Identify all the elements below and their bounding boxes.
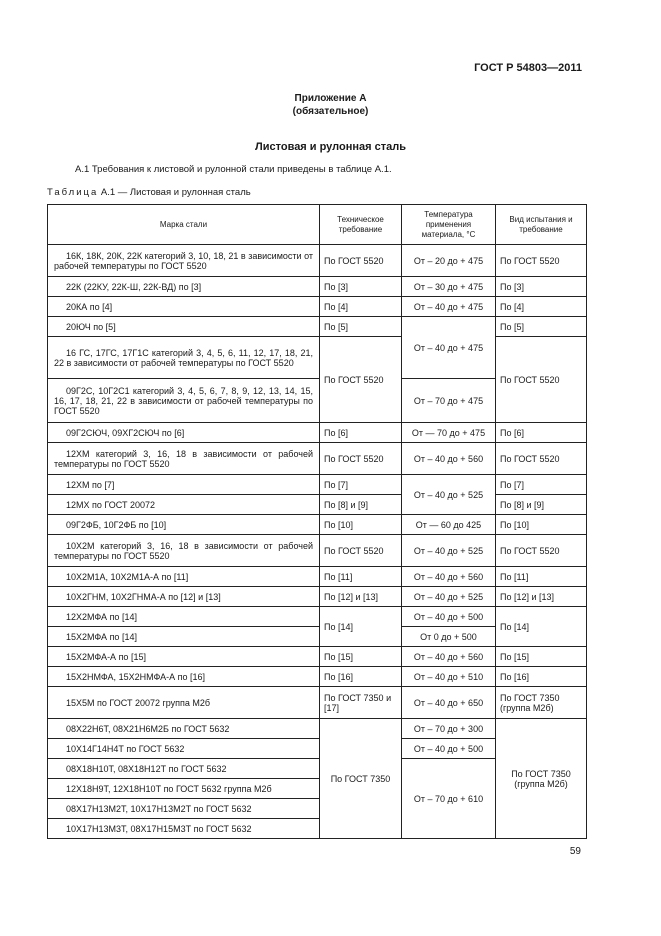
table-row	[48, 667, 587, 687]
cell-test: По [6]	[496, 423, 587, 443]
cell-test: По ГОСТ 7350 (группа М2б)	[496, 687, 587, 719]
cell-requirement: По [8] и [9]	[320, 495, 402, 515]
cell-steel-grade: 20КА по [4]	[48, 297, 320, 317]
cell-requirement: По ГОСТ 5520	[320, 443, 402, 475]
cell-steel-grade: 10Х2М категорий 3, 16, 18 в зависимости от рабочей температуры по ГОСТ 5520	[48, 535, 320, 567]
annex-title: Приложение А	[294, 93, 367, 104]
cell-requirement: По [4]	[320, 297, 402, 317]
cell-steel-grade: 12Х18Н9Т, 12Х18Н10Т по ГОСТ 5632 группа М2б	[48, 779, 320, 799]
cell-steel-grade: 15Х5М по ГОСТ 20072 группа М2б	[48, 687, 320, 719]
table-row	[48, 297, 587, 317]
header-steel-grade: Марка стали	[48, 205, 320, 245]
cell-temperature: От – 70 до + 475	[402, 379, 496, 423]
cell-requirement: По ГОСТ 5520	[320, 245, 402, 277]
table-row	[48, 495, 587, 515]
cell-test: По ГОСТ 5520	[496, 443, 587, 475]
table-row	[48, 647, 587, 667]
cell-temperature: От 0 до + 500	[402, 627, 496, 647]
cell-temperature: От – 70 до + 300	[402, 719, 496, 739]
cell-temperature: От – 40 до + 475	[402, 297, 496, 317]
table-row	[48, 443, 587, 475]
cell-test: По [3]	[496, 277, 587, 297]
cell-requirement: По ГОСТ 7350 и [17]	[320, 687, 402, 719]
cell-steel-grade: 08Х22Н6Т, 08Х21Н6М2Б по ГОСТ 5632	[48, 719, 320, 739]
cell-test: По [7]	[496, 475, 587, 495]
cell-temperature: От – 40 до + 560	[402, 443, 496, 475]
table-row	[48, 515, 587, 535]
table-caption-text: А.1 — Листовая и рулонная сталь	[98, 187, 251, 198]
annex-heading	[0, 92, 661, 118]
cell-temperature: От – 40 до + 510	[402, 667, 496, 687]
cell-requirement: По [14]	[320, 607, 402, 647]
cell-steel-grade: 10Х2ГНМ, 10Х2ГНМА-А по [12] и [13]	[48, 587, 320, 607]
table-row	[48, 535, 587, 567]
cell-test: По [14]	[496, 607, 587, 647]
cell-test: По [11]	[496, 567, 587, 587]
cell-test: По [5]	[496, 317, 587, 337]
cell-temperature: От – 20 до + 475	[402, 245, 496, 277]
cell-test: По ГОСТ 7350 (группа М2б)	[496, 719, 587, 839]
cell-requirement: По [11]	[320, 567, 402, 587]
table-row	[48, 587, 587, 607]
cell-temperature: От – 40 до + 525	[402, 475, 496, 515]
cell-temperature: От – 40 до + 525	[402, 587, 496, 607]
cell-steel-grade: 12МХ по ГОСТ 20072	[48, 495, 320, 515]
table-row	[48, 687, 587, 719]
cell-test: По [8] и [9]	[496, 495, 587, 515]
cell-steel-grade: 08Х18Н10Т, 08Х18Н12Т по ГОСТ 5632	[48, 759, 320, 779]
cell-steel-grade: 10Х17Н13М3Т, 08Х17Н15М3Т по ГОСТ 5632	[48, 819, 320, 839]
cell-test: По ГОСТ 5520	[496, 535, 587, 567]
table-row	[48, 607, 587, 627]
cell-steel-grade: 12ХМ категорий 3, 16, 18 в зависимости от рабочей температуры по ГОСТ 5520	[48, 443, 320, 475]
cell-temperature: От — 70 до + 475	[402, 423, 496, 443]
table-row	[48, 245, 587, 277]
cell-requirement: По [16]	[320, 667, 402, 687]
table-row	[48, 567, 587, 587]
header-temperature: Температура применения материала, °С	[402, 205, 496, 245]
cell-test: По [15]	[496, 647, 587, 667]
cell-temperature: От – 40 до + 650	[402, 687, 496, 719]
page-number: 59	[569, 846, 581, 857]
cell-temperature: От – 40 до + 500	[402, 607, 496, 627]
cell-steel-grade: 12ХМ по [7]	[48, 475, 320, 495]
table-row	[48, 423, 587, 443]
section-title: Листовая и рулонная сталь	[255, 141, 406, 153]
cell-steel-grade: 16К, 18К, 20К, 22К категорий 3, 10, 18, 21 в зависимости от рабочей температуры по ГОСТ 5520	[48, 245, 320, 277]
cell-steel-grade: 08Х17Н13М2Т, 10Х17Н13М2Т по ГОСТ 5632	[48, 799, 320, 819]
table-row	[48, 317, 587, 337]
cell-temperature: От – 40 до + 500	[402, 739, 496, 759]
cell-requirement: По [3]	[320, 277, 402, 297]
cell-requirement: По ГОСТ 5520	[320, 535, 402, 567]
cell-steel-grade: 15Х2МФА по [14]	[48, 627, 320, 647]
header-test-type: Вид испытания и требование	[496, 205, 587, 245]
cell-temperature: От — 60 до 425	[402, 515, 496, 535]
steel-table	[47, 204, 587, 839]
cell-steel-grade: 16 ГС, 17ГС, 17Г1С категорий 3, 4, 5, 6, 11, 12, 17, 18, 21, 22 в зависимости от рабочей температуры по ГОСТ 5520	[48, 337, 320, 379]
cell-steel-grade: 10Х14Г14Н4Т по ГОСТ 5632	[48, 739, 320, 759]
cell-steel-grade: 15Х2МФА-А по [15]	[48, 647, 320, 667]
cell-test: По [12] и [13]	[496, 587, 587, 607]
cell-temperature: От – 40 до + 560	[402, 567, 496, 587]
cell-requirement: По ГОСТ 7350	[320, 719, 402, 839]
cell-steel-grade: 09Г2С, 10Г2С1 категорий 3, 4, 5, 6, 7, 8, 9, 12, 13, 14, 15, 16, 17, 18, 21, 22 в зависимости от рабочей температуры по ГОСТ 5520	[48, 379, 320, 423]
cell-test: По [10]	[496, 515, 587, 535]
header-tech-requirement: Техническое требование	[320, 205, 402, 245]
annex-status: (обязательное)	[292, 106, 369, 117]
cell-test: По [16]	[496, 667, 587, 687]
cell-requirement: По [7]	[320, 475, 402, 495]
cell-requirement: По [5]	[320, 317, 402, 337]
cell-test: По ГОСТ 5520	[496, 337, 587, 423]
cell-requirement: По ГОСТ 5520	[320, 337, 402, 423]
intro-paragraph: А.1 Требования к листовой и рулонной стали приведены в таблице А.1.	[75, 164, 392, 175]
table-row	[48, 719, 587, 739]
cell-requirement: По [12] и [13]	[320, 587, 402, 607]
cell-steel-grade: 09Г2СЮЧ, 09ХГ2СЮЧ по [6]	[48, 423, 320, 443]
table-row	[48, 277, 587, 297]
table-row	[48, 475, 587, 495]
cell-steel-grade: 20ЮЧ по [5]	[48, 317, 320, 337]
cell-steel-grade: 09Г2ФБ, 10Г2ФБ по [10]	[48, 515, 320, 535]
cell-steel-grade: 15Х2НМФА, 15Х2НМФА-А по [16]	[48, 667, 320, 687]
cell-temperature: От – 40 до + 525	[402, 535, 496, 567]
cell-temperature: От – 30 до + 475	[402, 277, 496, 297]
cell-temperature: От – 40 до + 560	[402, 647, 496, 667]
cell-test: По [4]	[496, 297, 587, 317]
cell-requirement: По [15]	[320, 647, 402, 667]
table-header-row	[48, 205, 587, 245]
table-row	[48, 337, 587, 379]
cell-temperature: От – 70 до + 610	[402, 759, 496, 839]
cell-steel-grade: 22К (22КУ, 22К-Ш, 22К-ВД) по [3]	[48, 277, 320, 297]
standard-number: ГОСТ Р 54803—2011	[474, 62, 582, 74]
cell-temperature: От – 40 до + 475	[402, 317, 496, 379]
cell-steel-grade: 12Х2МФА по [14]	[48, 607, 320, 627]
table-caption	[47, 187, 251, 198]
cell-steel-grade: 10Х2М1А, 10Х2М1А-А по [11]	[48, 567, 320, 587]
cell-requirement: По [10]	[320, 515, 402, 535]
table-caption-label: Таблица	[47, 187, 99, 198]
cell-requirement: По [6]	[320, 423, 402, 443]
cell-test: По ГОСТ 5520	[496, 245, 587, 277]
